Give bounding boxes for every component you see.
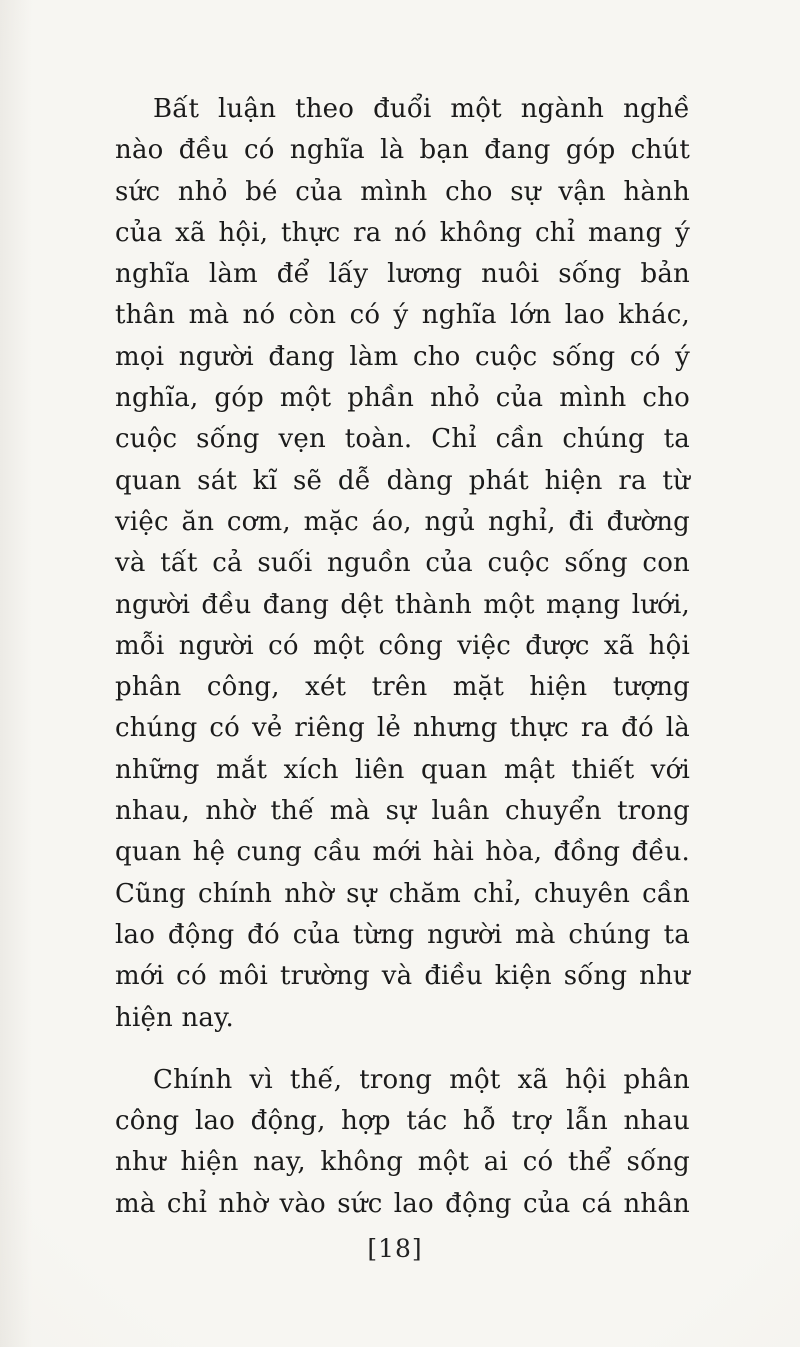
text-line: cuộc sống vẹn toàn. Chỉ cần chúng ta — [115, 424, 690, 455]
text-line: hiện nay. — [115, 1002, 235, 1033]
text-line: phân công, xét trên mặt hiện tượng — [115, 672, 690, 703]
text-line: việc ăn cơm, mặc áo, ngủ nghỉ, đi đường — [115, 506, 690, 537]
text-line: mỗi người có một công việc được xã hội — [115, 630, 690, 661]
text-line: Cũng chính nhờ sự chăm chỉ, chuyên cần — [115, 878, 690, 909]
text-line: công lao động, hợp tác hỗ trợ lẫn nhau — [115, 1106, 690, 1137]
text-line: thân mà nó còn có ý nghĩa lớn lao khác, — [115, 300, 690, 331]
text-line: mà chỉ nhờ vào sức lao động của cá nhân — [115, 1188, 690, 1219]
text-line: như hiện nay, không một ai có thể sống — [115, 1147, 690, 1178]
paragraph-2 — [115, 1060, 690, 1225]
text-line: nhau, nhờ thế mà sự luân chuyển trong — [115, 796, 690, 827]
text-line: nghĩa, góp một phần nhỏ của mình cho — [115, 383, 690, 414]
text-line: của xã hội, thực ra nó không chỉ mang ý — [115, 217, 690, 248]
text-line: lao động đó của từng người mà chúng ta — [115, 919, 690, 950]
paragraph-1 — [115, 89, 690, 1039]
text-line: chúng có vẻ riêng lẻ nhưng thực ra đó là — [115, 713, 690, 744]
text-line: Bất luận theo đuổi một ngành nghề — [153, 94, 690, 124]
text-line: mọi người đang làm cho cuộc sống có ý — [115, 341, 690, 372]
text-line: người đều đang dệt thành một mạng lưới, — [115, 589, 690, 620]
text-line: quan sát kĩ sẽ dễ dàng phát hiện ra từ — [115, 465, 690, 496]
text-line: nghĩa làm để lấy lương nuôi sống bản — [115, 259, 690, 290]
page-number: [18] — [367, 1234, 423, 1263]
text-line: quan hệ cung cầu mới hài hòa, đồng đều. — [115, 837, 690, 868]
text-line: nào đều có nghĩa là bạn đang góp chút — [115, 135, 690, 166]
text-line: mới có môi trường và điều kiện sống như — [115, 961, 690, 992]
text-line: sức nhỏ bé của mình cho sự vận hành — [115, 176, 690, 207]
text-line: Chính vì thế, trong một xã hội phân — [153, 1064, 690, 1095]
text-line: và tất cả suối nguồn của cuộc sống con — [115, 548, 690, 579]
text-line: những mắt xích liên quan mật thiết với — [115, 754, 690, 785]
page-text — [115, 89, 690, 1225]
